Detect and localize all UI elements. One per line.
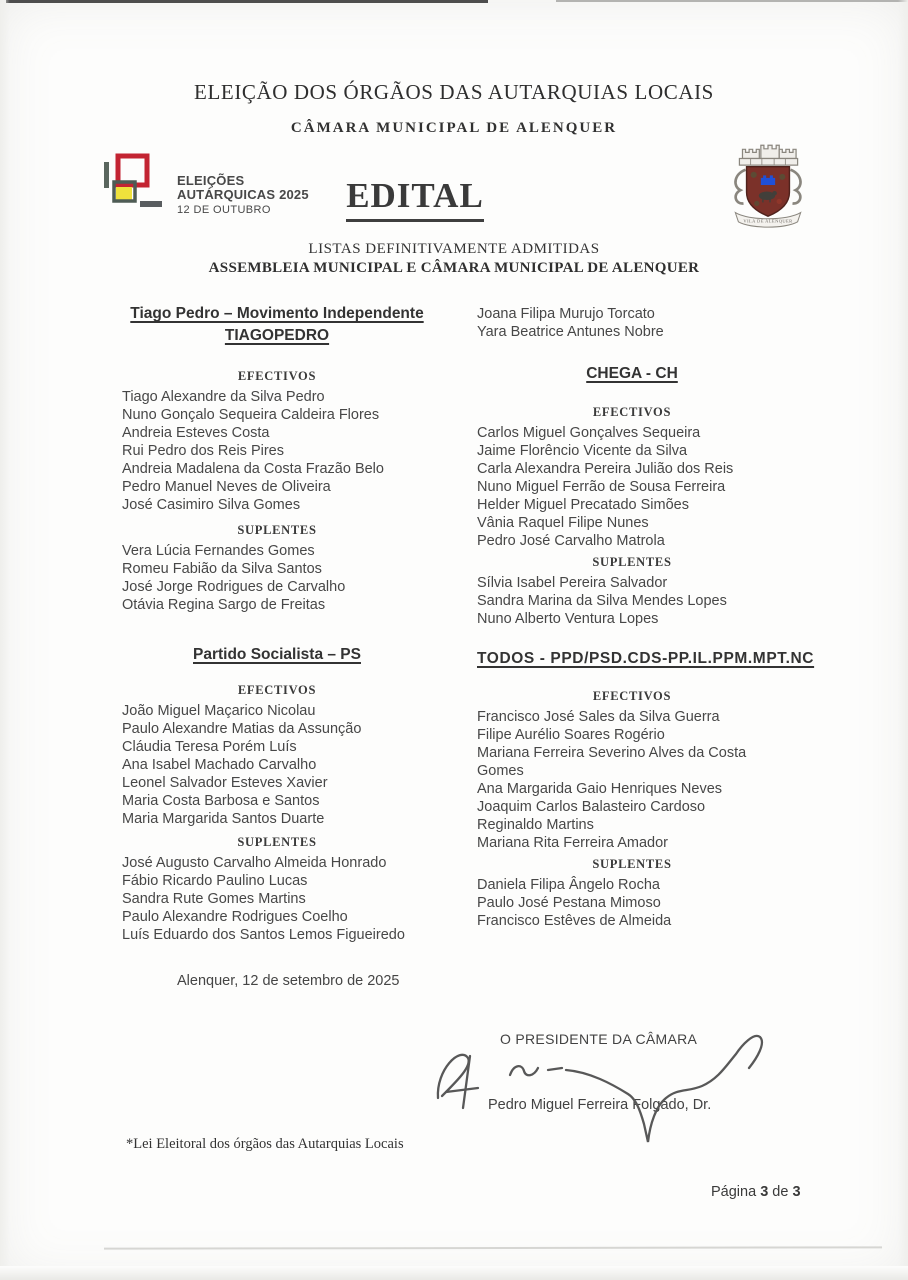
- candidate-name: Vânia Raquel Filipe Nunes: [477, 515, 649, 531]
- party-heading-line1: TODOS - PPD/PSD.CDS-PP.IL.PPM.MPT.NC: [477, 650, 815, 667]
- candidate-name: Reginaldo Martins: [477, 817, 594, 833]
- page-current: 3: [760, 1184, 769, 1200]
- candidate-name: Pedro José Carvalho Matrola: [477, 533, 665, 549]
- page-edge-bottom: [0, 1266, 908, 1280]
- candidate-name: Andreia Madalena da Costa Frazão Belo: [122, 461, 384, 477]
- scan-artifact-top-right: [556, 0, 908, 2]
- candidate-name: Cláudia Teresa Porém Luís: [122, 739, 297, 755]
- candidate-name: Helder Miguel Precatado Simões: [477, 497, 689, 513]
- suplentes-label: SUPLENTES: [592, 555, 672, 569]
- candidate-name: Nuno Miguel Ferrão de Sousa Ferreira: [477, 479, 726, 495]
- ps-suplentes-list: [122, 854, 432, 944]
- elections-logo: [104, 150, 309, 219]
- crest-banner-text: VILA DE ALENQUER: [743, 218, 793, 224]
- todos-suplentes-list: [477, 876, 787, 930]
- efectivos-label: EFECTIVOS: [592, 405, 672, 419]
- page-edge-right: [898, 0, 908, 1280]
- candidate-name: Sílvia Isabel Pereira Salvador: [477, 575, 668, 591]
- efectivos-label: EFECTIVOS: [592, 689, 672, 703]
- continuation-names-list: [477, 305, 787, 341]
- page-total: 3: [792, 1184, 801, 1200]
- suplentes-label: SUPLENTES: [592, 857, 672, 871]
- column-left: [122, 303, 432, 944]
- candidate-name: Ana Margarida Gaio Henriques Neves: [477, 781, 723, 797]
- municipal-coat-of-arms-icon: [716, 134, 820, 237]
- candidate-name: José Casimiro Silva Gomes: [122, 497, 301, 513]
- efectivos-label: EFECTIVOS: [237, 683, 317, 697]
- document-title: ELEIÇÃO DOS ÓRGÃOS DAS AUTARQUIAS LOCAIS: [194, 80, 714, 104]
- party-heading-line1: Tiago Pedro – Movimento Independente: [130, 305, 424, 322]
- candidate-name: Paulo José Pestana Mimoso: [477, 895, 661, 911]
- party-heading-line2: TIAGOPEDRO: [224, 327, 330, 344]
- party-heading-todos: [477, 648, 815, 670]
- legal-footnote: *Lei Eleitoral dos órgãos das Autarquias Locais: [126, 1136, 404, 1152]
- candidate-name: Filipe Aurélio Soares Rogério: [477, 727, 665, 743]
- candidate-name: Yara Beatrice Antunes Nobre: [477, 324, 664, 340]
- efectivos-label: EFECTIVOS: [237, 369, 317, 383]
- candidate-name: Tiago Alexandre da Silva Pedro: [122, 389, 325, 405]
- president-name: Pedro Miguel Ferreira Folgado, Dr.: [488, 1097, 712, 1113]
- suplentes-label: SUPLENTES: [237, 523, 317, 537]
- candidate-name: Mariana Ferreira Severino Alves da Costa Gomes: [477, 745, 747, 779]
- scan-artifact-bottom: [104, 1246, 882, 1249]
- column-right: [477, 305, 815, 930]
- party-heading-ps: [122, 644, 432, 666]
- tiagopedro-suplentes-list: [122, 542, 432, 614]
- candidate-name: Andreia Esteves Costa: [122, 425, 270, 441]
- document-subtitle: CÂMARA MUNICIPAL DE ALENQUER: [290, 120, 618, 136]
- candidate-name: Maria Costa Barbosa e Santos: [122, 793, 320, 809]
- suplentes-label: SUPLENTES: [237, 835, 317, 849]
- candidate-name: Paulo Alexandre Matias da Assunção: [122, 721, 362, 737]
- candidate-name: Romeu Fabião da Silva Santos: [122, 561, 322, 577]
- candidate-name: Mariana Rita Ferreira Amador: [477, 835, 668, 851]
- elections-2025-logo-icon: [104, 150, 166, 219]
- candidate-name: Jaime Florêncio Vicente da Silva: [477, 443, 688, 459]
- edital-heading: EDITAL: [346, 176, 484, 222]
- candidate-name: Maria Margarida Santos Duarte: [122, 811, 325, 827]
- candidate-name: Francisco José Sales da Silva Guerra: [477, 709, 720, 725]
- page-separator: de: [772, 1184, 789, 1200]
- candidate-name: Paulo Alexandre Rodrigues Coelho: [122, 909, 348, 925]
- logo-line-2: AUTÁRQUICAS 2025: [177, 187, 309, 202]
- candidate-name: Nuno Alberto Ventura Lopes: [477, 611, 659, 627]
- party-heading-line1: CHEGA - CH: [586, 365, 678, 382]
- candidate-name: João Miguel Maçarico Nicolau: [122, 703, 316, 719]
- logo-line-1: ELEIÇÕES: [177, 172, 245, 188]
- candidate-name: Sandra Rute Gomes Martins: [122, 891, 306, 907]
- candidate-name: Carlos Miguel Gonçalves Sequeira: [477, 425, 701, 441]
- party-heading-tiagopedro: [122, 303, 432, 347]
- candidate-name: Francisco Estêves de Almeida: [477, 913, 672, 929]
- candidate-name: José Augusto Carvalho Almeida Honrado: [122, 855, 387, 871]
- lists-admitted-heading: LISTAS DEFINITIVAMENTE ADMITIDAS: [308, 241, 600, 257]
- candidate-name: Luís Eduardo dos Santos Lemos Figueiredo: [122, 927, 405, 943]
- candidate-name: Otávia Regina Sargo de Freitas: [122, 597, 326, 613]
- candidate-name: Pedro Manuel Neves de Oliveira: [122, 479, 331, 495]
- elections-logo-text: [177, 174, 309, 220]
- logo-line-3: 12 DE OUTUBRO: [177, 203, 271, 216]
- page-edge-left: [0, 0, 10, 1280]
- candidate-name: Fábio Ricardo Paulino Lucas: [122, 873, 308, 889]
- page-number: [711, 1184, 801, 1200]
- candidate-name: Vera Lúcia Fernandes Gomes: [122, 543, 315, 559]
- candidate-name: Leonel Salvador Esteves Xavier: [122, 775, 328, 791]
- chega-efectivos-list: [477, 424, 787, 550]
- candidate-name: Rui Pedro dos Reis Pires: [122, 443, 284, 459]
- candidate-name: José Jorge Rodrigues de Carvalho: [122, 579, 346, 595]
- page-label: Página: [711, 1184, 757, 1200]
- tiagopedro-efectivos-list: [122, 388, 432, 514]
- assembly-council-heading: ASSEMBLEIA MUNICIPAL E CÂMARA MUNICIPAL DE ALENQUER: [208, 260, 700, 276]
- ps-efectivos-list: [122, 702, 432, 828]
- candidate-name: Sandra Marina da Silva Mendes Lopes: [477, 593, 727, 609]
- president-title: O PRESIDENTE DA CÂMARA: [500, 1031, 698, 1047]
- candidate-name: Ana Isabel Machado Carvalho: [122, 757, 317, 773]
- candidate-name: Joaquim Carlos Balasteiro Cardoso: [477, 799, 706, 815]
- todos-efectivos-list: [477, 708, 787, 852]
- candidate-name: Carla Alexandra Pereira Julião dos Reis: [477, 461, 734, 477]
- scan-artifact-top-left: [6, 0, 488, 3]
- party-heading-line1: Partido Socialista – PS: [193, 646, 361, 663]
- party-heading-chega: [477, 363, 787, 385]
- chega-suplentes-list: [477, 574, 787, 628]
- place-and-date: Alenquer, 12 de setembro de 2025: [177, 973, 400, 989]
- candidate-name: Daniela Filipa Ângelo Rocha: [477, 877, 660, 893]
- candidate-name: Joana Filipa Murujo Torcato: [477, 306, 655, 322]
- candidate-name: Nuno Gonçalo Sequeira Caldeira Flores: [122, 407, 380, 423]
